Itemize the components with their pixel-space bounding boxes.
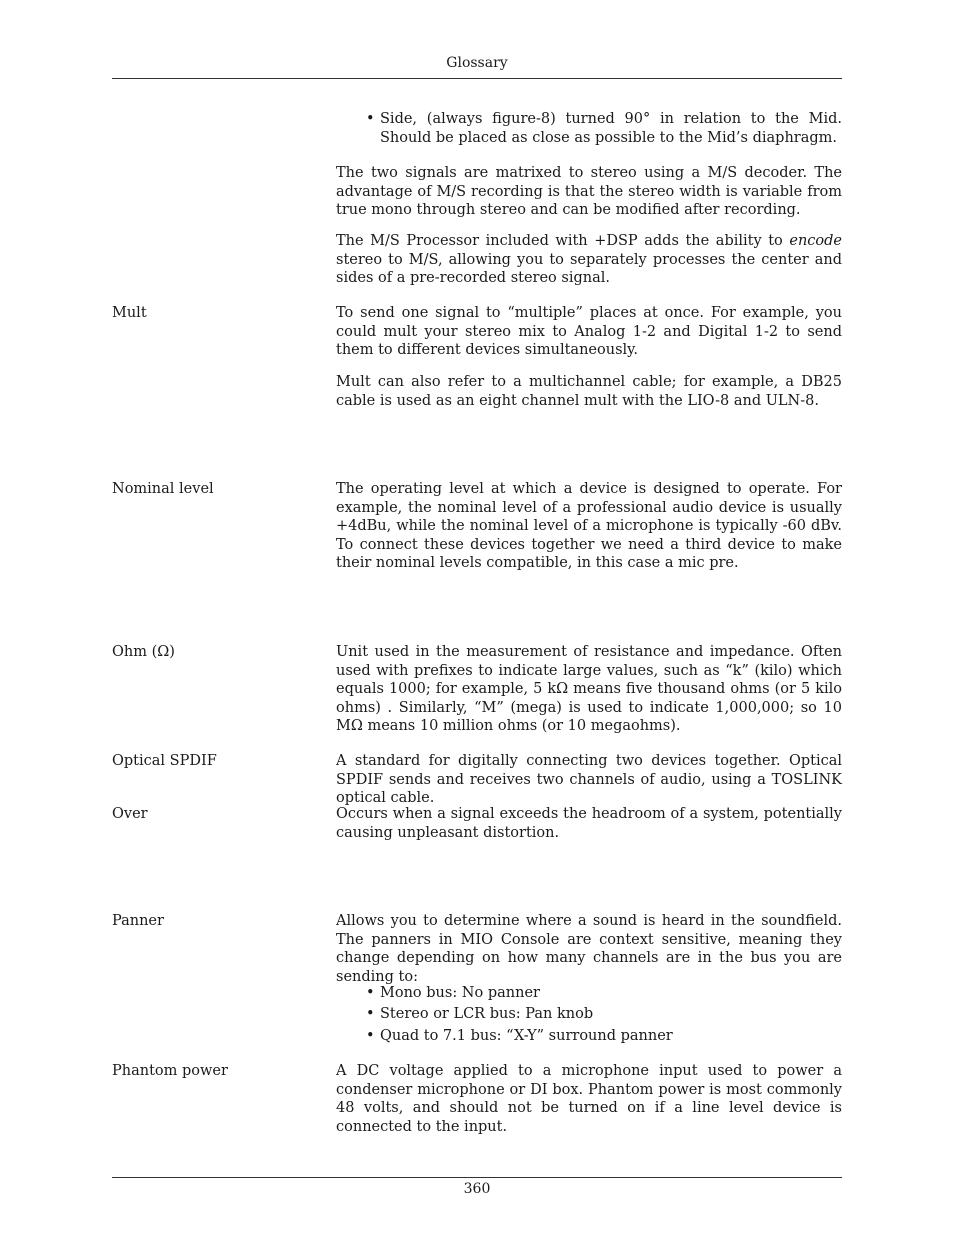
term-mult: Mult	[112, 305, 147, 321]
optical-spdif-definition: A standard for digitally connecting two devices together. Optical SPDIF sends and receives two channels of audio, using a TOSLINK optical cable.	[336, 753, 842, 807]
list-item: • Stereo or LCR bus: Pan knob	[366, 1004, 842, 1025]
ohm-definition: Unit used in the measurement of resistance and impedance. Often used with prefixes to indicate large values, such as “k” (kilo) which equals 1000; for example, 5 kΩ means five thousand ohms (or 5 kilo ohms) . Similarly, “M” (mega) is used to indicate 1,000,000; so 10 MΩ means 10 million ohms (or 10 megaohms).	[336, 644, 842, 735]
list-item: • Mono bus: No panner	[366, 983, 842, 1004]
header-rule	[112, 78, 842, 79]
phantom-power-definition: A DC voltage applied to a microphone input used to power a condenser microphone or DI box. Phantom power is most commonly 48 volts, and should not be turned on if a line level device is connected to the input.	[336, 1063, 842, 1135]
nominal-level-definition: The operating level at which a device is designed to operate. For example, the nominal level of a professional audio device is usually +4dBu, while the nominal level of a microphone is typically -60 dBv. To connect these devices together we need a third device to make their nominal levels compatible, in this case a mic pre.	[336, 481, 842, 572]
term-phantom-power: Phantom power	[112, 1063, 228, 1079]
panner-bullet-list	[366, 983, 842, 1047]
mult-definition-2: Mult can also refer to a multichannel cable; for example, a DB25 cable is used as an eight channel mult with the LIO-8 and ULN-8.	[336, 374, 842, 409]
list-item: • Quad to 7.1 bus: “X-Y” surround panner	[366, 1026, 842, 1047]
term-over: Over	[112, 806, 148, 822]
term-optical-spdif: Optical SPDIF	[112, 753, 217, 769]
footer-rule	[112, 1177, 842, 1178]
page-header-title: Glossary	[446, 55, 508, 71]
term-panner: Panner	[112, 913, 164, 929]
mult-definition-1: To send one signal to “multiple” places at once. For example, you could mult your stereo mix to Analog 1-2 and Digital 1-2 to send them to different devices simultaneously.	[336, 305, 842, 359]
ms-bullet-list	[366, 110, 842, 147]
ms-paragraph-1: The two signals are matrixed to stereo using a M/S decoder. The advantage of M/S recording is that the stereo width is variable from true mono through stereo and can be modified after recording.	[336, 165, 842, 219]
term-nominal-level: Nominal level	[112, 481, 214, 497]
over-definition: Occurs when a signal exceeds the headroom of a system, potentially causing unpleasant distortion.	[336, 806, 842, 841]
page-number: 360	[463, 1181, 491, 1197]
encode-emphasis: encode	[789, 233, 842, 249]
ms-paragraph-2: The M/S Processor included with +DSP adds the ability to encode stereo to M/S, allowing you to separately processes the center and sides of a pre-recorded stereo signal.	[336, 233, 842, 287]
list-item: • Side, (always figure-8) turned 90° in relation to the Mid. Should be placed as close as possible to the Mid’s diaphragm.	[366, 110, 842, 147]
panner-definition: Allows you to determine where a sound is heard in the soundfield. The panners in MIO Console are context sensitive, meaning they change depending on how many channels are in the bus you are sending to:	[336, 913, 842, 985]
term-ohm: Ohm (Ω)	[112, 644, 175, 660]
